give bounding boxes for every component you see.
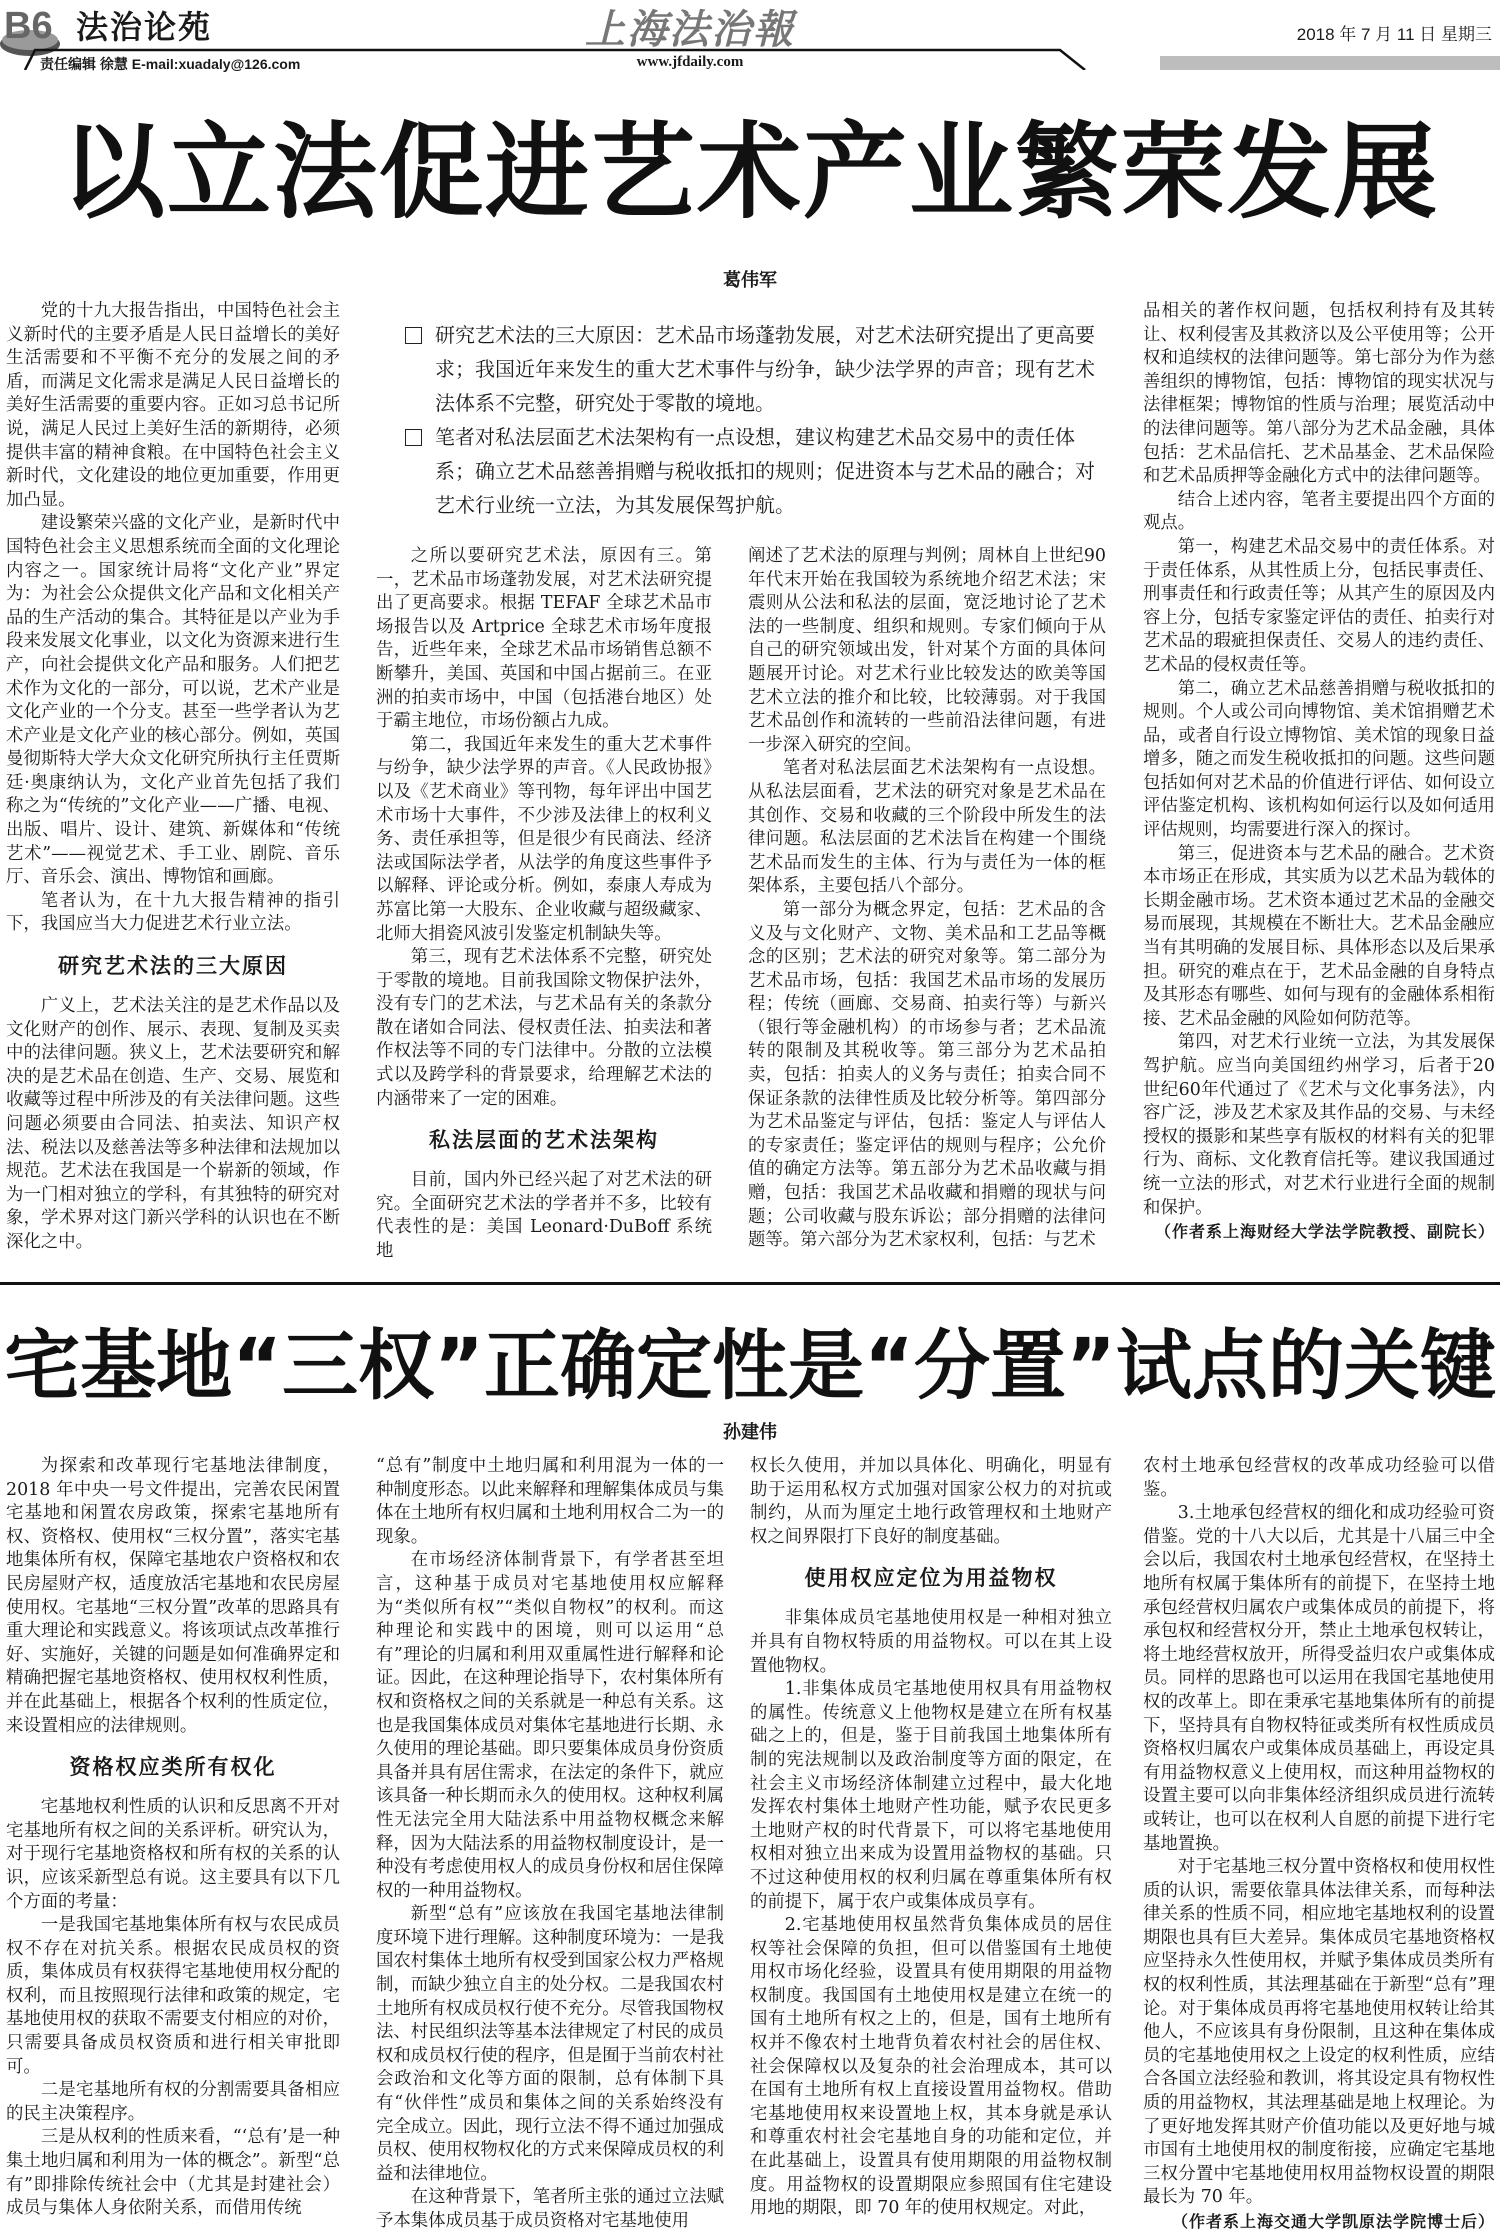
summary-item bbox=[405, 420, 1105, 522]
summary-item bbox=[405, 318, 1105, 420]
body-paragraph: 农村土地承包经营权的改革成功经验可以借鉴。 bbox=[1143, 1456, 1495, 1500]
body-paragraph: 第一，构建艺术品交易中的责任体系。对于责任体系，从其性质上分，包括民事责任、刑事责任和行政责任等；从其产生的原因及内容上分，包括专家鉴定评估的责任、拍卖行对艺术品的瑕疵担保责任、交易人的违约责任、艺术品的侵权责任等。 bbox=[1143, 536, 1495, 675]
body-paragraph: 为探索和改革现行宅基地法律制度，2018 年中央一号文件提出，完善农民闲置宅基地和闲置农房政策，探索宅基地所有权、资格权、使用权“三权分置”，落实宅基地集体所有权，保障宅基地农户资格权和农民房屋财产权，适度放活宅基地和农民房屋使用权。宅基地“三权分置”改革的思路具有重大理论和实践意义。将该项试点改革推行好、实施好，关键的问题是如何准确界定和精确把握宅基地资格权、使用权权利性质，并在此基础上，根据各个权利的性质定位，来设置相应的法律规则。 bbox=[6, 1456, 340, 1736]
body-paragraph: 广义上，艺术法关注的是艺术作品以及文化财产的创作、展示、表现、复制及买卖中的法律问题。狭义上，艺术法要研究和解决的是艺术品在创造、生产、交易、展览和收藏等过程中所涉及的有关法律问题。这些问题必须要由合同法、拍卖法、知识产权法、税法以及慈善法等多种法律和法规加以规范。艺术法在我国是一个崭新的领域，作为一门相对独立的学科，有其独特的研究对象，学术界对这门新兴学科的认识也在不断深化之中。 bbox=[6, 996, 340, 1252]
body-paragraph: 三是从权利的性质来看，“‘总有’是一种集土地归属和利用为一体的概念”。新型“总有”即排除传统社会中（尤其是封建社会）成员与集体人身依附关系，而借用传统 bbox=[6, 2127, 340, 2219]
body-paragraph: 一是我国宅基地集体所有权与农民成员权不存在对抗关系。根据农民成员权的资质，集体成员有权获得宅基地使用权分配的权利，而且按照现行法律和政策的规定，宅基地使用权的获取不需要支付相应的对价，只需要具备成员权资质和进行相关审批即可。 bbox=[6, 1915, 340, 2077]
page-label: B6 bbox=[4, 5, 53, 47]
body-paragraph: 结合上述内容，笔者主要提出四个方面的观点。 bbox=[1143, 489, 1495, 534]
body-paragraph: 第四，对艺术行业统一立法，为其发展保驾护航。应当向美国纽约州学习，后者于20世纪60年代通过了《艺术与文化事务法》，内容广泛，涉及艺术家及其作品的交易、与未经授权的摄影和某些享有版权的材料有关的犯罪行为、商标、文化教育信托等。建议我国通过统一立法的形式，对艺术行业进行全面的规制和保护。 bbox=[1143, 1032, 1495, 1218]
website-link[interactable]: www.jfdaily.com bbox=[636, 54, 744, 70]
square-bullet-icon bbox=[405, 429, 422, 446]
body-paragraph: 第二，我国近年来发生的重大艺术事件与纷争，缺少法学界的声音。《人民政协报》以及《艺术商业》等刊物，每年评出中国艺术市场十大事件，不少涉及法律上的权利义务、责任承担等，但是很少有民商法、经济法或国际法学者，从法学的角度这些事件予以解释、评论或分析。例如，泰康人寿成为苏富比第一大股东、企业收藏与超级藏家、北师大捐瓷风波引发鉴定机制缺失等。 bbox=[376, 734, 712, 944]
body-paragraph: “总有”制度中土地归属和利用混为一体的一种制度形态。以此来解释和理解集体成员与集体在土地所有权归属和土地利用权合二为一的现象。 bbox=[376, 1456, 724, 1547]
article2-column-3 bbox=[750, 1455, 1112, 2221]
article2-author: 孙建伟 bbox=[723, 1422, 777, 1443]
article1-column-1 bbox=[6, 300, 340, 1255]
body-paragraph: 3.土地承包经营权的细化和成功经验可资借鉴。党的十八大以后，尤其是十八届三中全会以后，我国农村土地承包经营权，在坚持土地所有权属于集体所有的前提下，在坚持土地承包经营权归属农户或集体成员的前提下，将承包权和经营权分开，禁止土地承包权转让，将土地经营权放开，所得受益归农户或集体成员。同样的思路也可以运用在我国宅基地使用权的改革上。即在秉承宅基地集体所有的前提下，坚持具有自物权特征或类所有权性质成员资格权归属农户或集体成员基础上，再设定具有用益物权意义上使用权，而这种用益物权的设置主要可以向非集体经济组织成员进行流转或转让，也可以在权利人自愿的前提下进行宅基地置换。 bbox=[1143, 1503, 1495, 1854]
body-paragraph: 新型“总有”应该放在我国宅基地法律制度环境下进行理解。这种制度环境为：一是我国农村集体土地所有权受到国家公权力严格规制，而缺少独立自主的处分权。二是我国农村土地所有权成员权行使不充分。尽管我国物权法、村民组织法等基本法律规定了村民的成员权和成员权行使的程序，但是囿于当前农村社会政治和文化等方面的限制，总有体制下具有“伙伴性”成员和集体之间的关系始终没有完全成立。因此，现行立法不得不通过加强成员权、使用权物权化的方式来保障成员权的利益和法律地位。 bbox=[376, 1904, 724, 2184]
article2-column-2 bbox=[376, 1455, 724, 2234]
article1-column-4 bbox=[1143, 300, 1495, 1244]
section-heading: 研究艺术法的三大原因 bbox=[58, 954, 288, 979]
article1-author: 葛伟军 bbox=[723, 270, 777, 291]
body-paragraph: 二是宅基地所有权的分割需要具备相应的民主决策程序。 bbox=[6, 2080, 340, 2124]
editor-info: 责任编辑 徐慧 E-mail:xuadaly@126.com bbox=[40, 56, 301, 72]
author-credit: （作者系上海财经大学法学院教授、副院长） bbox=[1154, 1222, 1495, 1242]
article-divider bbox=[0, 1282, 1500, 1285]
body-paragraph: 对于宅基地三权分置中资格权和使用权性质的认识，需要依靠具体法律关系，而每种法律关系的性质不同，相应地宅基地权利的设置期限也具有巨大差异。集体成员宅基地资格权应坚持永久性使用权，并赋予集体成员类所有权的权利性质，其法理基础在于新型“总有”理论。对于集体成员再将宅基地使用权转让给其他人，不应该具有身份限制，且这种在集体成员的宅基地使用权之上设定的权利性质，应结合各国立法经验和教训，将其设定具有物权性质的用益物权，其法理基础是地上权理论。为了更好地发挥其财产价值功能以及更好地与城市国有土地使用权的制度衔接，应确定宅基地三权分置中宅基地使用权用益物权设置的期限最长为 70 年。 bbox=[1143, 1857, 1495, 2208]
body-paragraph: 笔者对私法层面艺术法架构有一点设想。从私法层面看，艺术法的研究对象是艺术品在其创作、交易和收藏的三个阶段中所发生的法律问题。私法层面的艺术法旨在构建一个围绕艺术品而发生的主体、行为与责任为一体的框架体系，主要包括八个部分。 bbox=[748, 758, 1106, 897]
article1-column-3 bbox=[748, 545, 1106, 1253]
square-bullet-icon bbox=[405, 327, 422, 344]
body-paragraph: 第三，促进资本与艺术品的融合。艺术资本市场正在形成，其实质为以艺术品为载体的长期金融市场。艺术资本通过艺术品的金融交易而展现，其规模在不断壮大。艺术品金融应当有其明确的发展目标、具体形态以及后果承担。研究的难点在于，艺术品金融的自身特点及其形态有哪些、如何与现有的金融体系相衔接、艺术品金融的风险如何防范等。 bbox=[1143, 843, 1495, 1029]
section-heading: 使用权应定位为用益物权 bbox=[804, 1566, 1058, 1591]
body-paragraph: 阐述了艺术法的原理与判例；周林自上世纪90年代末开始在我国较为系统地介绍艺术法；宋震则从公法和私法的层面，宽泛地讨论了艺术法的一些制度、组织和规则。专家们倾向于从自己的研究领域出发，针对某个方面的具体问题展开讨论。对艺术行业比较发达的欧美等国艺术立法的推介和比较，比较薄弱。对于我国艺术品创作和流转的一些前沿法律问题，有进一步深入研究的空间。 bbox=[748, 546, 1106, 755]
article1-summary-box bbox=[405, 318, 1105, 522]
body-paragraph: 党的十九大报告指出，中国特色社会主义新时代的主要矛盾是人民日益增长的美好生活需要和不平衡不充分的发展之间的矛盾，而满足文化需求是满足人民日益增长的美好生活需要的重要内容。正如习总书记所说，满足人民过上美好生活的新期待，必须提供丰富的精神食粮。在中国特色社会主义新时代，文化建设的地位更加重要，作用更加凸显。 bbox=[6, 301, 340, 510]
summary-text: 研究艺术法的三大原因：艺术品市场蓬勃发展，对艺术法研究提出了更高要求；我国近年来发生的重大艺术事件与纷争，缺少法学界的声音；现有艺术法体系不完整，研究处于零散的境地。 bbox=[435, 323, 1095, 415]
author-credit: （作者系上海交通大学凯原法学院博士后） bbox=[1171, 2212, 1495, 2231]
body-paragraph: 权长久使用，并加以具体化、明确化，明显有助于运用私权方式加强对国家公权力的对抗或制约，从而为厘定土地行政管理权和土地财产权之间界限打下良好的制度基础。 bbox=[750, 1456, 1112, 1547]
body-paragraph: 笔者认为，在十九大报告精神的指引下，我国应当大力促进艺术行业立法。 bbox=[6, 890, 340, 935]
body-paragraph: 非集体成员宅基地使用权是一种相对独立并具有自物权特质的用益物权。可以在其上设置他物权。 bbox=[750, 1608, 1112, 1676]
article2-headline: 宅基地“三权”正确定性是“分置”试点的关键 bbox=[4, 1321, 1496, 1410]
article1-column-2 bbox=[376, 545, 712, 1264]
article1-headline: 以立法促进艺术产业繁荣发展 bbox=[60, 111, 1439, 233]
body-paragraph: 1.非集体成员宅基地使用权具有用益物权的属性。传统意义上他物权是建立在所有权基础之上的，但是，鉴于目前我国土地集体所有制的宪法规制以及政治制度等方面的限定，在社会主义市场经济体制建立过程中，最大化地发挥农村集体土地财产性功能，赋予农民更多土地财产权的时代背景下，可以将宅基地使用权相对独立出来成为设置用益物权的基础。只不过这种使用权的权利归属在尊重集体所有权的前提下，属于农户或集体成员享有。 bbox=[750, 1679, 1112, 1912]
body-paragraph: 宅基地权利性质的认识和反思离不开对宅基地所有权之间的关系评析。研究认为，对于现行宅基地资格权和所有权的关系的认识，应该采新型总有说。这主要具有以下几个方面的考量： bbox=[6, 1797, 340, 1912]
masthead-logo: 上海法治報 bbox=[585, 6, 795, 53]
section-heading: 私法层面的艺术法架构 bbox=[429, 1128, 659, 1153]
body-paragraph: 品相关的著作权问题，包括权利持有及其转让、权利侵害及其救济以及公平使用等；公开权和追续权的法律问题等。第七部分为作为慈善组织的博物馆，包括：博物馆的现实状况与法律框架；博物馆的性质与治理；展览活动中的法律问题等。第八部分为艺术品金融，具体包括：艺术品信托、艺术品基金、艺术品保险和艺术品质押等金融化方式中的法律问题等。 bbox=[1143, 301, 1495, 487]
body-paragraph: 第一部分为概念界定，包括：艺术品的含义及与文化财产、文物、美术品和工艺品等概念的区别；艺术法的研究对象等。第二部分为艺术品市场，包括：我国艺术品市场的发展历程；传统（画廊、交易商、拍卖行等）与新兴（银行等金融机构）的市场参与者；艺术品流转的限制及其税收等。第三部分为艺术品拍卖，包括：拍卖人的义务与责任；拍卖合同不保证条款的法律性质及比较分析等。第四部分为艺术品鉴定与评估，包括：鉴定人与评估人的专家责任；鉴定评估的规则与程序；公允价值的确定方法等。第五部分为艺术品收藏与捐赠，包括：我国艺术品收藏和捐赠的现状与问题；公司收藏与股东诉讼；部分捐赠的法律问题等。第六部分为艺术家权利，包括：与艺术 bbox=[748, 899, 1106, 1251]
body-paragraph: 之所以要研究艺术法，原因有三。第一，艺术品市场蓬勃发展，对艺术法研究提出了更高要求。根据 TEFAF 全球艺术品市场报告以及 Artprice 全球艺术市场年度报告，近些年来，全球艺术品市场销售总额不断攀升，美国、英国和中国占据前三。在亚洲的拍卖市场中，中国（包括港台地区）处于霸主地位，市场份额占九成。 bbox=[376, 546, 712, 732]
body-paragraph: 在市场经济体制背景下，有学者甚至坦言，这种基于成员对宅基地使用权应解释为“类似所有权”“类似自物权”的权利。而这种理论和实践中的困境，则可以运用“总有”理论的归属和利用双重属性进行解释和论证。因此，在这种理论指导下，农村集体所有权和资格权之间的关系就是一种总有关系。这也是我国集体成员对集体宅基地进行长期、永久使用的理论基础。即只要集体成员身份资质具备并具有居住需求，在法定的条件下，就应该具备一种长期而永久的使用权。这种权利属性无法完全用大陆法系中用益物权概念来解释，因为大陆法系的用益物权制度设计，是一种没有考虑使用权人的成员身份权和居住保障权的一种用益物权。 bbox=[376, 1550, 724, 1901]
body-paragraph: 2.宅基地使用权虽然背负集体成员的居住权等社会保障的负担，但可以借鉴国有土地使用权市场化经验，设置具有使用期限的用益物权制度。我国国有土地使用权是建立在统一的国有土地所有权之上的，但是，国有土地所有权并不像农村土地背负着农村社会的居住权、社会保障权以及复杂的社会治理成本，其可以在国有土地所有权上直接设置用益物权。借助宅基地使用权来设置地上权，其本身就是承认和尊重农村社会宅基地自身的功能和定位，并在此基础上，设置具有使用期限的用益物权制度。用益物权的设置期限应参照国有住宅建设用地的期限，即 70 年的使用权规定。对此， bbox=[750, 1915, 1112, 2219]
article2-column-1 bbox=[6, 1455, 340, 2221]
section-heading: 资格权应类所有权化 bbox=[69, 1755, 277, 1780]
summary-text: 笔者对私法层面艺术法架构有一点设想，建议构建艺术品交易中的责任体系；确立艺术品慈善捐赠与税收抵扣的规则；促进资本与艺术品的融合；对艺术行业统一立法，为其发展保驾护航。 bbox=[435, 425, 1095, 517]
body-paragraph: 建设繁荣兴盛的文化产业，是新时代中国特色社会主义思想系统而全面的文化理论内容之一。国家统计局将“文化产业”界定为：为社会公众提供文化产品和文化相关产品的生产活动的集合。其特征是以产业为手段来发展文化事业，以文化为资源来进行生产，向社会提供文化产品和服务。人们把艺术作为文化的一部分，可以说，艺术产业是文化产业的一个分支。甚至一些学者认为艺术产业是文化产业的核心部分。例如，英国曼彻斯特大学大众文化研究所执行主任贾斯廷·奥康纳认为，文化产业首先包括了我们称之为“传统的”文化产业——广播、电视、出版、唱片、设计、建筑、新媒体和“传统艺术”——视觉艺术、手工业、剧院、音乐厅、音乐会、演出、博物馆和画廊。 bbox=[6, 513, 340, 888]
body-paragraph: 第三，现有艺术法体系不完整，研究处于零散的境地。目前我国除文物保护法外，没有专门的艺术法，与艺术品有关的条款分散在诸如合同法、侵权责任法、拍卖法和著作权法等不同的专门法律中。分散的立法模式以及跨学科的背景要求，给理解艺术法的内涵带来了一定的困难。 bbox=[376, 947, 712, 1109]
section-name: 法治论苑 bbox=[76, 8, 213, 46]
body-paragraph: 在这种背景下，笔者所主张的通过立法赋予本集体成员基于成员资格对宅基地使用 bbox=[376, 2187, 724, 2231]
body-paragraph: 目前，国内外已经兴起了对艺术法的研究。全面研究艺术法的学者并不多，比较有代表性的是：美国 Leonard·DuBoff 系统地 bbox=[376, 1170, 712, 1262]
header-gray-bar bbox=[1160, 56, 1500, 70]
body-paragraph: 第二，确立艺术品慈善捐赠与税收抵扣的规则。个人或公司向博物馆、美术馆捐赠艺术品，或者自行设立博物馆、美术馆的现象日益增多，随之而发生税收抵扣的问题。这些问题包括如何对艺术品的价值进行评估、如何设立评估鉴定机构、该机构如何运行以及如何适用评估规则，均需要进行深入的探讨。 bbox=[1143, 678, 1495, 841]
issue-date: 2018 年 7 月 11 日 星期三 bbox=[1296, 25, 1492, 44]
article2-column-4 bbox=[1143, 1455, 1495, 2234]
